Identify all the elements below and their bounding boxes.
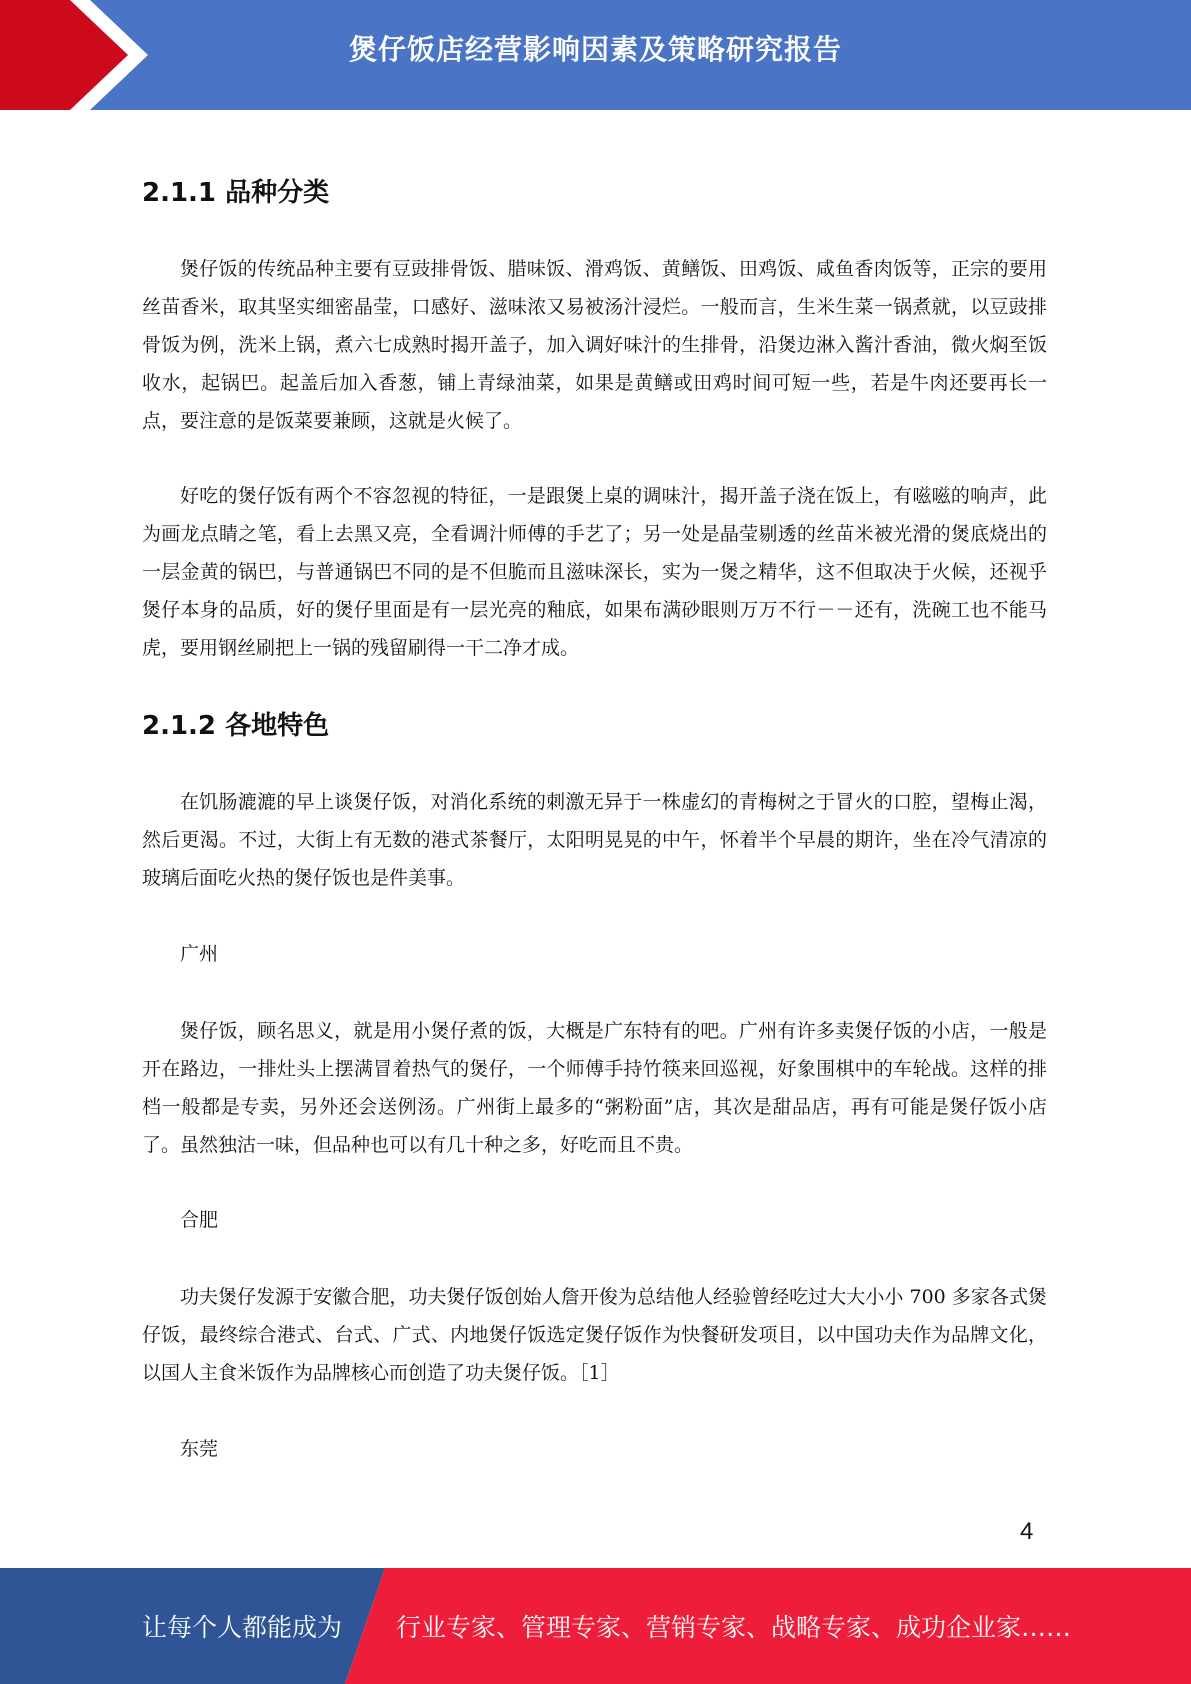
page-number: 4 — [1020, 1518, 1034, 1545]
footer-slogan-left: 让每个人都能成为 — [142, 1613, 343, 1642]
paragraph: 功夫煲仔发源于安徽合肥，功夫煲仔饭创始人詹开俊为总结他人经验曾经吃过大大小小 700 多家各式煲仔饭，最终综合港式、台式、广式、内地煲仔饭选定煲仔饭作为快餐研发项目，以中国功夫作为品牌文化，以国人主食米饭作为品牌核心而创造了功夫煲仔饭。［1］ — [142, 1286, 1047, 1384]
footer-slogan-right: 行业专家、管理专家、营销专家、战略专家、成功企业家…… — [396, 1613, 1072, 1642]
paragraph: 煲仔饭的传统品种主要有豆豉排骨饭、腊味饭、滑鸡饭、黄鳝饭、田鸡饭、咸鱼香肉饭等，正宗的要用丝苗香米，取其坚实细密晶莹，口感好、滋味浓又易被汤汁浸烂。一般而言，生米生菜一锅煮就，以豆豉排骨饭为例，洗米上锅，煮六七成熟时揭开盖子，加入调好味汁的生排骨，沿煲边淋入酱汁香油，微火焖至饭收水，起锅巴。起盖后加入香葱，铺上青绿油菜，如果是黄鳝或田鸡时间可短一些，若是牛肉还要再长一点，要注意的是饭菜要兼顾，这就是火候了。 — [142, 258, 1047, 432]
subheading-dongguan: 东莞 — [180, 1438, 219, 1460]
paragraph: 好吃的煲仔饭有两个不容忽视的特征，一是跟煲上桌的调味汁，揭开盖子浇在饭上，有嗞嗞的响声，此为画龙点睛之笔，看上去黑又亮，全看调汁师傅的手艺了；另一处是晶莹剔透的丝苗米被光滑的煲底烧出的一层金黄的锅巴，与普通锅巴不同的是不但脆而且滋味深长，实为一煲之精华，这不但取决于火候，还视乎煲仔本身的品质，好的煲仔里面是有一层光亮的釉底，如果布满砂眼则万万不行－－还有，洗碗工也不能马虎，要用钢丝刷把上一锅的残留刷得一干二净才成。 — [142, 485, 1047, 659]
report-title: 煲仔饭店经营影响因素及策略研究报告 — [348, 33, 842, 66]
paragraph: 煲仔饭，顾名思义，就是用小煲仔煮的饭，大概是广东特有的吧。广州有许多卖煲仔饭的小店，一般是开在路边，一排灶头上摆满冒着热气的煲仔，一个师傅手持竹筷来回巡视，好象围棋中的车轮战。这样的排档一般都是专卖，另外还会送例汤。广州街上最多的“粥粉面”店，其次是甜品店，再有可能是煲仔饭小店了。虽然独沽一味，但品种也可以有几十种之多，好吃而且不贵。 — [142, 1020, 1047, 1156]
subheading-hefei: 合肥 — [180, 1209, 219, 1231]
section-heading-2-1-1: 2.1.1 品种分类 — [142, 178, 330, 208]
page-footer-banner — [0, 1568, 1191, 1684]
section-heading-2-1-2: 2.1.2 各地特色 — [142, 711, 330, 741]
subheading-guangzhou: 广州 — [180, 943, 219, 965]
paragraph: 在饥肠漉漉的早上谈煲仔饭，对消化系统的刺激无异于一株虚幻的青梅树之于冒火的口腔，望梅止渴，然后更渴。不过，大街上有无数的港式茶餐厅，太阳明晃晃的中午，怀着半个早晨的期许，坐在冷气清凉的玻璃后面吃火热的煲仔饭也是件美事。 — [142, 791, 1047, 889]
page-header-banner — [0, 0, 1191, 110]
